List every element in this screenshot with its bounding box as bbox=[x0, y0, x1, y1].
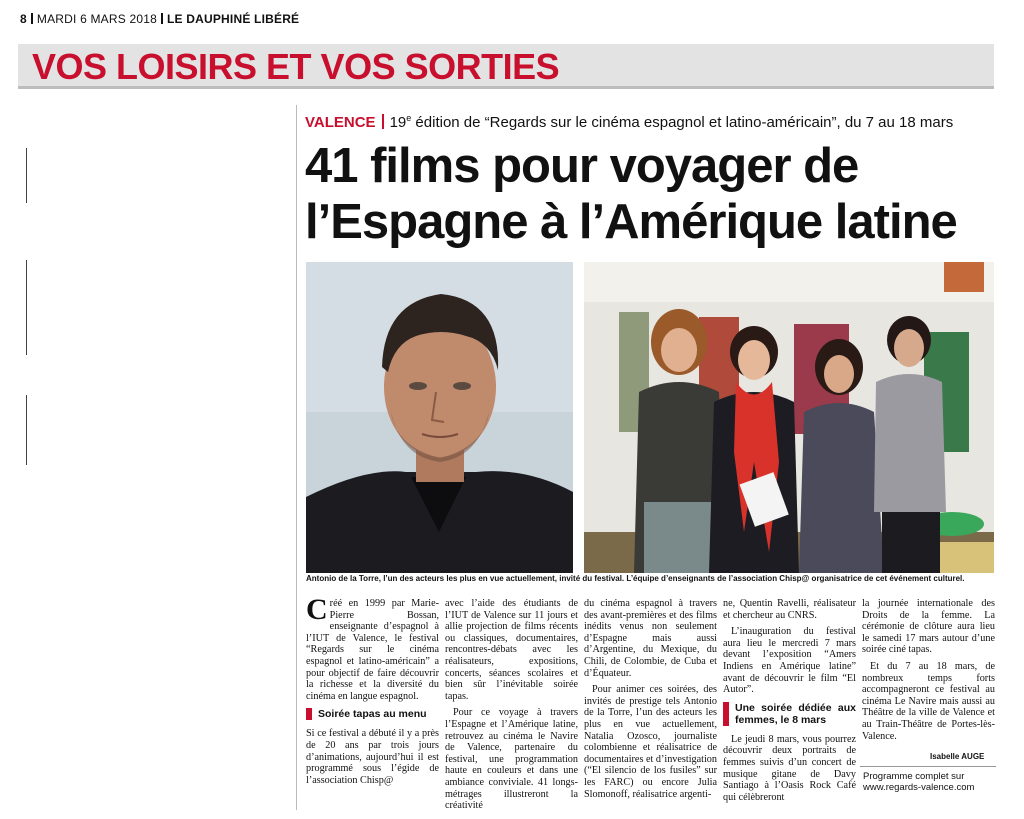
program-url: www.regards-valence.com bbox=[863, 782, 975, 793]
subheading bbox=[306, 708, 439, 720]
article-column-5 bbox=[862, 598, 995, 747]
paragraph: avec l’aide des étudiants de l’IUT de Valence sur 11 jours et allie projection de films récents ou classiques, documentaires, rencontres-débats avec les réalisateurs, expositions, concerts, séances scolaires et bien sûr l’inévitable soirée tapas. bbox=[445, 598, 578, 702]
article-column-2 bbox=[445, 598, 578, 817]
paragraph: réé en 1999 par Marie-Pierre Bossan, enseignante d’espagnol à l’IUT de Valence, le festival “Regards sur le cinéma espagnol et latino-américain” a pour objectif de faire découvrir la richesse et la diversité du cinéma en langue espagnol. bbox=[306, 598, 439, 702]
subheading bbox=[723, 702, 856, 726]
program-label: Programme complet sur bbox=[863, 771, 965, 782]
kicker-edition: 19 bbox=[389, 114, 407, 131]
article-column-3 bbox=[584, 598, 717, 805]
masthead-separator bbox=[161, 13, 163, 24]
paragraph: du cinéma espagnol à travers des avant-premières et des films inédits venus non seulement d’Espagne mais aussi d’Argentine, du Mexique, du Chili, de Colombie, de Cuba et d’Équateur. bbox=[584, 598, 717, 679]
margin-rule bbox=[26, 148, 27, 203]
article-kicker bbox=[305, 113, 953, 131]
issue-date: MARDI 6 MARS 2018 bbox=[36, 12, 157, 26]
subheading-marker bbox=[723, 702, 729, 726]
masthead-separator bbox=[31, 13, 33, 24]
paragraph: Pour animer ces soirées, des invités de prestige tels Antonio de la Torre, l’un des acteurs les plus en vue actuellement, Natalia Ozosco, journaliste colombienne et réalisatrice de documentaires et d’investigation (“El silencio de los fusiles” sur les FARC) ou encore Julia Slomonoff, réalisatrice argenti- bbox=[584, 684, 717, 800]
subheading-text: Soirée tapas au menu bbox=[318, 708, 427, 721]
team-group-photo bbox=[584, 262, 994, 573]
headline-line: l’Espagne à l’Amérique latine bbox=[305, 195, 957, 249]
article-headline bbox=[305, 138, 995, 250]
kicker-city: VALENCE bbox=[305, 114, 376, 131]
margin-rule bbox=[26, 395, 27, 465]
paragraph: Pour ce voyage à travers l’Espagne et l’Amérique latine, retrouvez au cinéma le Navire de Valence, partenaire du festival, une programmation haute en couleurs et dans une ambiance conviviale. 41 longs-métrages illustreront la créativité bbox=[445, 707, 578, 812]
kicker-edition-sup: e bbox=[406, 113, 412, 123]
article-column-1 bbox=[306, 593, 439, 791]
actor-portrait-photo bbox=[306, 262, 573, 573]
paragraph: Et du 7 au 18 mars, de nombreux temps forts accompagneront ce festival au cinéma Le Navire mais aussi au Théâtre de la ville de Valence et au Train-Théâtre de Portes-lès-Valence. bbox=[862, 660, 995, 742]
section-rubric: VOS LOISIRS ET VOS SORTIES bbox=[32, 46, 560, 87]
paragraph: Le jeudi 8 mars, vous pourrez découvrir deux portraits de femmes suivis d’un concert de musique gitane de Davy Santiago à l’Oasis Rock Café qui célèbreront bbox=[723, 733, 856, 803]
paragraph: la journée internationale des Droits de la femme. La cérémonie de clôture aura lieu le samedi 17 mars autour d’une soirée ciné tapas. bbox=[862, 598, 995, 656]
paragraph: L’inauguration du festival aura lieu le mercredi 7 mars devant l’exposition “Amers Indiens en Amérique latine” avant de découvrir le film “El Autor”. bbox=[723, 626, 856, 696]
drop-cap: C bbox=[306, 593, 328, 626]
masthead bbox=[20, 12, 299, 26]
article-divider bbox=[296, 105, 297, 810]
headline-line: 41 films pour voyager de bbox=[305, 139, 859, 193]
program-divider bbox=[860, 766, 996, 767]
page-number: 8 bbox=[20, 12, 27, 26]
newspaper-name: LE DAUPHINÉ LIBÉRÉ bbox=[166, 12, 300, 26]
margin-rule bbox=[26, 260, 27, 355]
author-signature: Isabelle AUGE bbox=[930, 752, 985, 761]
kicker-text: édition de “Regards sur le cinéma espagnol et latino-américain”, du 7 au 18 mars bbox=[411, 114, 954, 131]
subheading-text: Une soirée dédiée aux femmes, le 8 mars bbox=[735, 701, 856, 726]
article-column-4 bbox=[723, 598, 856, 808]
photo-caption: Antonio de la Torre, l’un des acteurs les plus en vue actuellement, invité du festival. L’équipe d’enseignants de l’association Chisp@ organisatrice de cet événement culturel. bbox=[306, 574, 965, 583]
paragraph: Si ce festival a débuté il y a près de 20 ans par trois jours d’animations, aujourd’hui il est programmé sous l’égide de l’association Chisp@ bbox=[306, 728, 439, 786]
program-info bbox=[863, 771, 998, 793]
kicker-separator bbox=[382, 114, 384, 129]
subheading-marker bbox=[306, 708, 312, 720]
paragraph: ne, Quentin Ravelli, réalisateur et chercheur au CNRS. bbox=[723, 598, 856, 621]
